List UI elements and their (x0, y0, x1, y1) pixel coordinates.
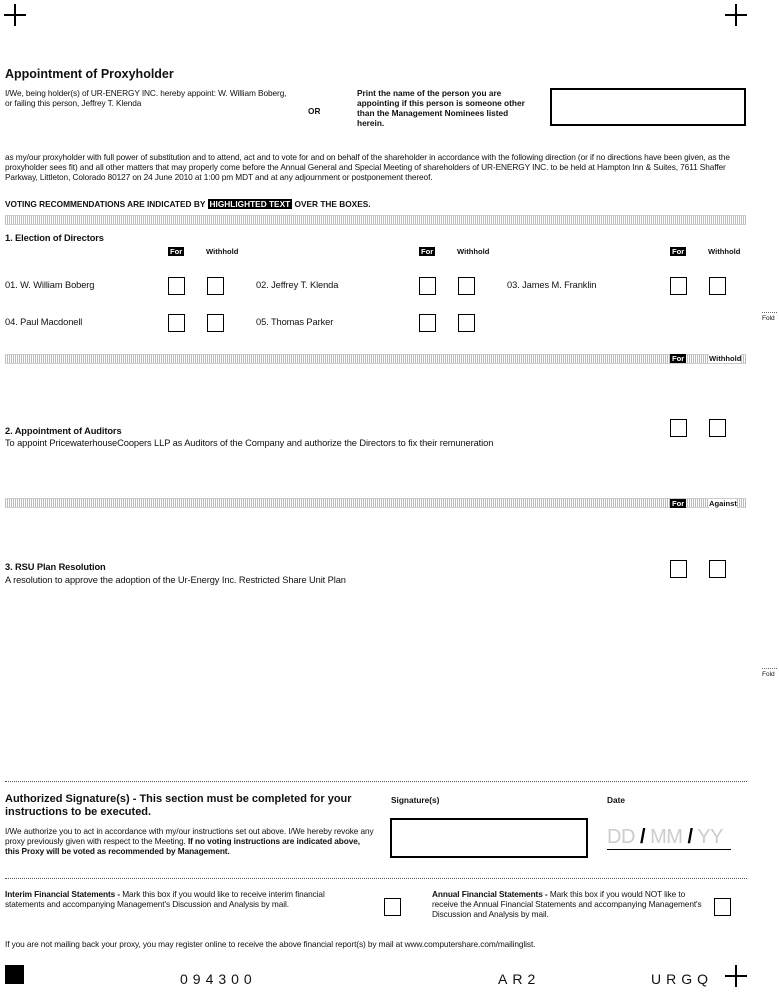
highlighted-text-sample: HIGHLIGHTED TEXT (209, 199, 291, 209)
nominee-1-for-checkbox[interactable] (168, 277, 185, 295)
for-label: For (170, 247, 183, 256)
print-name-instructions: Print the name of the person you are appointing if this person is someone other than the Management Nominees listed herein. (357, 88, 525, 128)
auditors-withhold-checkbox[interactable] (709, 419, 726, 437)
nominee-label: 05. Thomas Parker (256, 317, 334, 327)
rsu-for-checkbox[interactable] (670, 560, 687, 578)
auditors-heading: 2. Appointment of Auditors (5, 426, 122, 436)
for-label: For (421, 247, 434, 256)
interim-statements-description: Mark this box if you would like to receive interim financial statements and accompanying Management's Discussion and Analysis by mail. (5, 889, 325, 909)
interim-statements-heading: Interim Financial Statements - (5, 889, 121, 899)
fold-label: Fold (762, 671, 775, 678)
nominee-2-withhold-checkbox[interactable] (458, 277, 475, 295)
crop-mark-bottom-right (725, 965, 747, 987)
date-dd: DD (607, 826, 635, 848)
signature-label: Signature(s) (391, 795, 440, 805)
nominee-label: 04. Paul Macdonell (5, 317, 83, 327)
mailing-list-text: If you are not mailing back your proxy, you may register online to receive the above financial report(s) by mail at www.computershare.com/mailinglist. (5, 939, 536, 949)
crop-mark-top-right (725, 4, 747, 26)
voting-recommendations-line (5, 199, 371, 209)
election-heading: 1. Election of Directors (5, 233, 104, 243)
footer-code-3: URGQ (651, 971, 713, 987)
signature-heading: Authorized Signature(s) - This section must be completed for your instructions to be executed. (5, 793, 352, 818)
withhold-label: Withhold (709, 354, 742, 363)
nominee-1-withhold-checkbox[interactable] (207, 277, 224, 295)
interim-statements-text (5, 889, 365, 909)
rsu-against-checkbox[interactable] (709, 560, 726, 578)
section-divider (5, 354, 746, 364)
withhold-label: Withhold (206, 247, 239, 256)
nominee-3-for-checkbox[interactable] (670, 277, 687, 295)
withhold-label: Withhold (457, 247, 490, 256)
fold-line (762, 312, 777, 313)
footer-code-2: AR2 (498, 971, 541, 987)
crop-mark-top-left (4, 4, 26, 26)
annual-statements-description: Mark this box if you would NOT like to receive the Annual Financial Statements and accompanying Management's Discussion and Analysis by mail. (432, 889, 702, 919)
voting-suffix: OVER THE BOXES. (294, 199, 371, 209)
signature-input[interactable] (390, 818, 588, 858)
signature-instructions-text: I/We authorize you to act in accordance with my/our instructions set out above. I/We hereby revoke any proxy previously given with respect to the Meeting. (5, 826, 374, 846)
date-label: Date (607, 795, 625, 805)
nominee-4-for-checkbox[interactable] (168, 314, 185, 332)
rsu-heading: 3. RSU Plan Resolution (5, 562, 106, 572)
registration-mark (5, 965, 24, 984)
section-divider (5, 781, 747, 782)
or-label: OR (308, 106, 321, 116)
section-divider (5, 878, 747, 879)
against-label: Against (709, 499, 737, 508)
signature-instructions (5, 826, 375, 856)
auditors-text: To appoint PricewaterhouseCoopers LLP as Auditors of the Company and authorize the Directors to fix their remuneration (5, 438, 494, 448)
annual-statements-checkbox[interactable] (714, 898, 731, 916)
nominee-label: 02. Jeffrey T. Klenda (256, 280, 339, 290)
page-title: Appointment of Proxyholder (5, 67, 174, 81)
interim-statements-checkbox[interactable] (384, 898, 401, 916)
fold-label: Fold (762, 315, 775, 322)
for-label: For (672, 354, 685, 363)
withhold-label: Withhold (708, 247, 741, 256)
section-divider (5, 498, 746, 508)
nominee-4-withhold-checkbox[interactable] (207, 314, 224, 332)
auditors-for-checkbox[interactable] (670, 419, 687, 437)
date-yy: YY (697, 826, 723, 848)
proxyholder-name-input[interactable] (550, 88, 746, 126)
nominee-3-withhold-checkbox[interactable] (709, 277, 726, 295)
section-divider (5, 215, 746, 225)
nominee-2-for-checkbox[interactable] (419, 277, 436, 295)
date-separator: / (687, 826, 693, 848)
nominee-label: 01. W. William Boberg (5, 280, 95, 290)
annual-statements-text (432, 889, 702, 919)
annual-statements-heading: Annual Financial Statements - (432, 889, 548, 899)
footer-code-1: 094300 (180, 971, 257, 987)
proxy-paragraph: as my/our proxyholder with full power of substitution and to attend, act and to vote for and on behalf of the shareholder in accordance with the following direction (or if no directions have been given, as the proxyholder sees fit) and all other matters that may properly come before the Annual General and Special Meeting of shareholders of UR-ENERGY INC. to be held at Hampton Inn & Suites, 7611 Shaffer Parkway, Littleton, Colorado 80127 on 24 June 2010 at 1:00 pm MDT and at any adjournment or postponement thereof. (5, 152, 730, 182)
nominee-5-for-checkbox[interactable] (419, 314, 436, 332)
nominee-label: 03. James M. Franklin (507, 280, 597, 290)
rsu-text: A resolution to approve the adoption of the Ur-Energy Inc. Restricted Share Unit Plan (5, 575, 346, 585)
date-separator: / (639, 826, 646, 848)
fold-line (762, 668, 777, 669)
for-label: For (672, 247, 685, 256)
for-label: For (672, 499, 685, 508)
date-input[interactable] (607, 826, 731, 850)
voting-prefix: VOTING RECOMMENDATIONS ARE INDICATED BY (5, 199, 206, 209)
signature-instructions-bold: If no voting instructions are indicated above, this Proxy will be voted as recommended by Management. (5, 836, 360, 856)
nominee-5-withhold-checkbox[interactable] (458, 314, 475, 332)
appoint-text: I/We, being holder(s) of UR-ENERGY INC. hereby appoint: W. William Boberg, or failing this person, Jeffrey T. Klenda (5, 88, 287, 108)
date-mm: MM (650, 826, 683, 848)
